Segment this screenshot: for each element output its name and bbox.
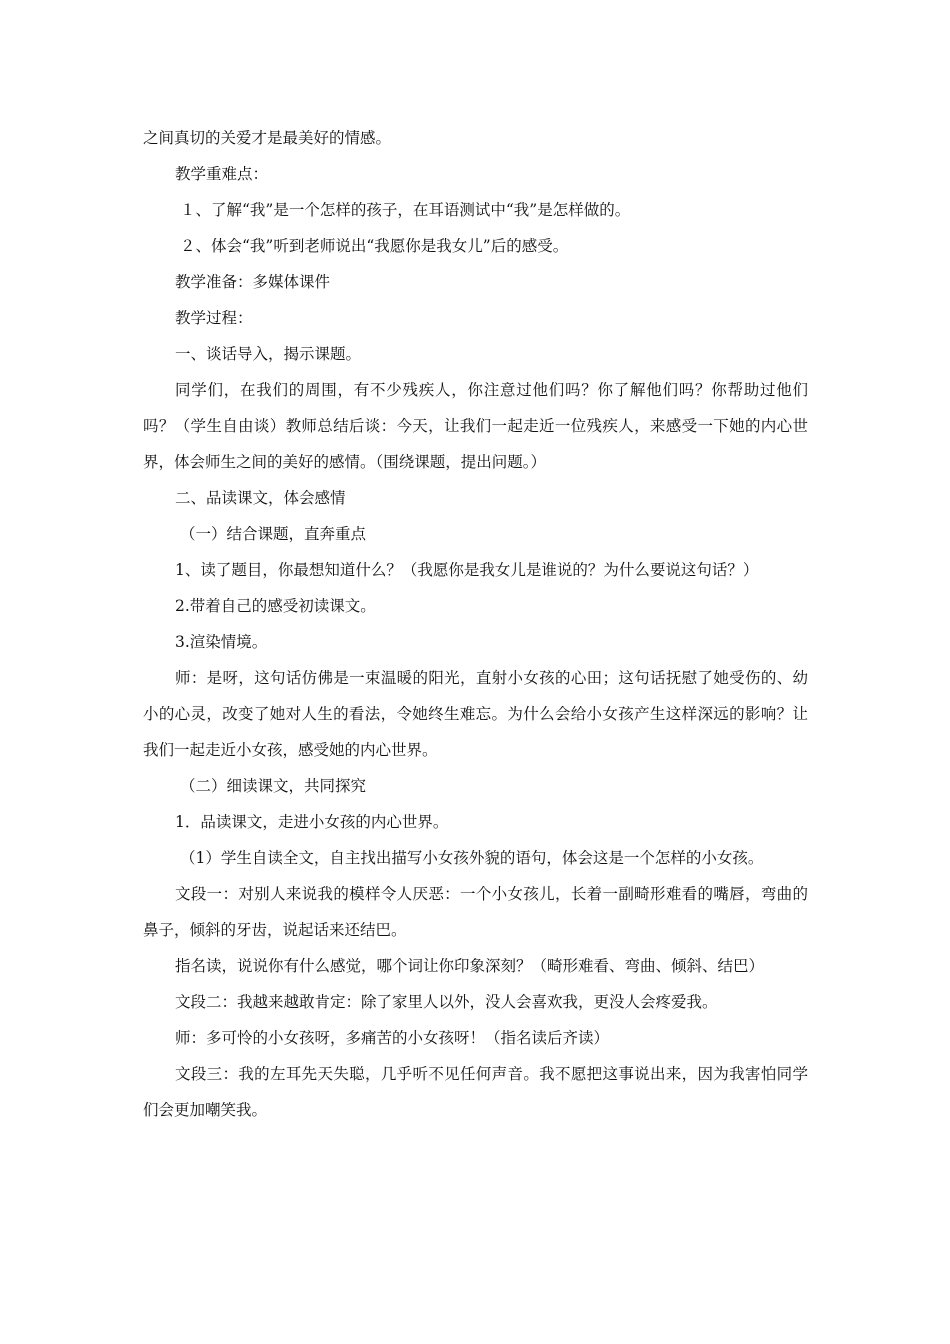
excerpt-2: 文段二：我越来越敢肯定：除了家里人以外，没人会喜欢我，更没人会疼爱我。 xyxy=(175,993,718,1011)
document-body xyxy=(143,120,808,1128)
step-2: 2.带着自己的感受初读课文。 xyxy=(175,597,376,615)
heading-key-points: 教学重难点： xyxy=(175,165,269,183)
teaching-preparation: 教学准备：多媒体课件 xyxy=(175,273,331,291)
paragraph-teacher-2: 师：多可怜的小女孩呀，多痛苦的小女孩呀！（指名读后齐读） xyxy=(175,1029,610,1047)
excerpt-1: 文段一：对别人来说我的模样令人厌恶：一个小女孩儿，长着一副畸形难看的嘴唇，弯曲的鼻子，倾斜的牙齿，说起话来还结巴。 xyxy=(143,885,808,939)
subsection-1-heading: （一）结合课题，直奔重点 xyxy=(180,525,367,543)
key-point-2: ２、体会“我”听到老师说出“我愿你是我女儿”后的感受。 xyxy=(180,237,569,255)
paragraph-introduction: 同学们，在我们的周围，有不少残疾人，你注意过他们吗？你了解他们吗？你帮助过他们吗？（学生自由谈）教师总结后谈：今天，让我们一起走近一位残疾人，来感受一下她的内心世界，体会师生之间的美好的感情。（围绕课题，提出问题。） xyxy=(143,381,808,471)
key-point-1: １、了解“我”是一个怎样的孩子，在耳语测试中“我”是怎样做的。 xyxy=(180,201,631,219)
subsection-2-heading: （二）细读课文，共同探究 xyxy=(180,777,367,795)
paragraph-discussion: 指名读，说说你有什么感觉，哪个词让你印象深刻？（畸形难看、弯曲、倾斜、结巴） xyxy=(175,957,765,975)
excerpt-3: 文段三：我的左耳先天失聪，几乎听不见任何声音。我不愿把这事说出来，因为我害怕同学们会更加嘲笑我。 xyxy=(143,1065,808,1119)
reading-step-1-1: （1）学生自读全文，自主找出描写小女孩外貌的语句，体会这是一个怎样的小女孩。 xyxy=(180,849,764,867)
step-1: 1、读了题目，你最想知道什么？（我愿你是我女儿是谁说的？为什么要说这句话？） xyxy=(175,561,759,579)
step-3: 3.渲染情境。 xyxy=(175,633,268,651)
paragraph-continuation: 之间真切的关爱才是最美好的情感。 xyxy=(143,129,392,147)
reading-step-1: 1．品读课文，走进小女孩的内心世界。 xyxy=(175,813,449,831)
heading-teaching-process: 教学过程： xyxy=(175,309,253,327)
section-2-heading: 二、品读课文，体会感情 xyxy=(175,489,346,507)
paragraph-teacher-1: 师：是呀，这句话仿佛是一束温暖的阳光，直射小女孩的心田；这句话抚慰了她受伤的、幼小的心灵，改变了她对人生的看法，令她终生难忘。为什么会给小女孩产生这样深远的影响？让我们一起走近小女孩，感受她的内心世界。 xyxy=(143,669,808,759)
section-1-heading: 一、谈话导入，揭示课题。 xyxy=(175,345,362,363)
